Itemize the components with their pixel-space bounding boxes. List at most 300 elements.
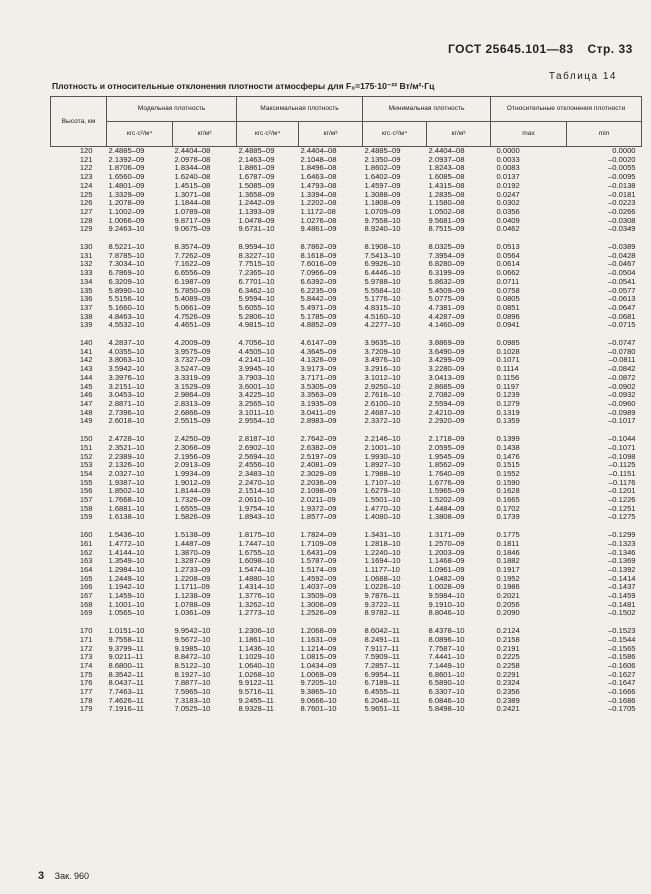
table-cell: 161 bbox=[79, 539, 93, 548]
table-cell: 7.4626–11 bbox=[108, 696, 144, 705]
table-row bbox=[51, 182, 642, 191]
table-row bbox=[51, 435, 642, 444]
table-cell: 1.3808–09 bbox=[428, 513, 465, 522]
table-cell: 124 bbox=[79, 181, 93, 190]
table-cell: 7.0525–10 bbox=[174, 705, 211, 714]
table-cell: 0.1114 bbox=[496, 365, 519, 374]
table-cell: 9.4861–09 bbox=[300, 225, 337, 234]
table-cell: 4.7381–09 bbox=[428, 303, 465, 312]
table-cell: 3.1012–10 bbox=[364, 373, 401, 382]
table-cell: 9.3722–11 bbox=[364, 600, 400, 609]
table-cell: 1.7824–09 bbox=[300, 531, 337, 540]
table-cell: 1.9930–10 bbox=[364, 452, 401, 461]
table-cell: 8.0437–11 bbox=[108, 679, 144, 688]
table-cell bbox=[237, 522, 299, 531]
table-cell: 1.8706–09 bbox=[108, 164, 145, 173]
table-cell: 0.0513 bbox=[496, 243, 520, 252]
table-cell: 7.7515–10 bbox=[238, 260, 275, 269]
table-cell: 9.7205–10 bbox=[300, 679, 337, 688]
table-cell: –0.0647 bbox=[608, 303, 636, 312]
table-cell: 0.0851 bbox=[496, 303, 520, 312]
table-cell: 1.8144–09 bbox=[174, 487, 211, 496]
table-cell: 3.3563–09 bbox=[300, 391, 337, 400]
table-cell: 1.1580–08 bbox=[428, 199, 465, 208]
table-cell: 128 bbox=[79, 216, 93, 225]
table-cell: 6.6392–09 bbox=[300, 277, 337, 286]
table-cell bbox=[363, 330, 427, 339]
table-cell: 8.1927–10 bbox=[174, 670, 211, 679]
table-cell: 0.2225 bbox=[496, 653, 520, 662]
table-cell: 4.8463–10 bbox=[108, 312, 145, 321]
table-cell: 5.6055–10 bbox=[238, 303, 275, 312]
table-row bbox=[51, 409, 642, 418]
table-cell: 1.8602–09 bbox=[364, 164, 401, 173]
table-cell: –0.1686 bbox=[608, 696, 636, 705]
table-cell: 0.1552 bbox=[496, 469, 520, 478]
table-cell: 1.6555–09 bbox=[174, 504, 211, 513]
table-cell: 5.4509–09 bbox=[428, 286, 465, 295]
table-cell: 6.9954–11 bbox=[364, 670, 400, 679]
table-cell: 6.0846–10 bbox=[428, 696, 465, 705]
table-row bbox=[51, 522, 642, 531]
table-cell: 1.7988–10 bbox=[364, 469, 401, 478]
table-cell: 3.9945–10 bbox=[238, 365, 275, 374]
table-cell: 1.5174–09 bbox=[300, 565, 337, 574]
table-cell: 0.2021 bbox=[496, 592, 520, 601]
table-cell: 3.7327–09 bbox=[174, 356, 211, 365]
table-cell: 1.5436–10 bbox=[108, 531, 145, 540]
table-row bbox=[51, 505, 642, 514]
table-cell: 7.5965–10 bbox=[174, 688, 211, 697]
table-cell: –0.1544 bbox=[608, 635, 636, 644]
table-cell: 0.1515 bbox=[496, 461, 520, 470]
table-cell: 0.1846 bbox=[496, 548, 520, 557]
table-cell: 2.1463–09 bbox=[238, 155, 275, 164]
table-cell: 3.9635–10 bbox=[364, 339, 401, 348]
table-cell: 7.5909–11 bbox=[364, 653, 400, 662]
table-cell: 1.4484–09 bbox=[428, 504, 465, 513]
table-cell: –0.1151 bbox=[608, 469, 636, 478]
table-cell: 1.0066–09 bbox=[108, 216, 145, 225]
table-cell: 0.1590 bbox=[496, 478, 520, 487]
table-cell: 9.5984–10 bbox=[428, 592, 465, 601]
table-cell: 1.1459–10 bbox=[108, 592, 145, 601]
table-cell: 4.8315–10 bbox=[364, 303, 401, 312]
table-cell bbox=[491, 426, 567, 435]
table-cell: 1.9934–09 bbox=[174, 469, 211, 478]
table-row bbox=[51, 400, 642, 409]
table-cell: –0.0467 bbox=[608, 260, 636, 269]
table-cell: 1.8927–10 bbox=[364, 461, 401, 470]
table-cell: 8.3227–10 bbox=[238, 251, 275, 260]
table-cell: 4.8852–09 bbox=[300, 321, 337, 330]
table-cell: –0.0428 bbox=[608, 251, 636, 260]
table-row bbox=[51, 671, 642, 680]
table-cell: 1.1001–10 bbox=[108, 600, 145, 609]
table-label: Таблица 14 bbox=[548, 71, 617, 82]
table-cell: 1.2202–08 bbox=[300, 199, 337, 208]
table-cell: 151 bbox=[79, 443, 93, 452]
table-cell: –0.0055 bbox=[608, 164, 636, 173]
table-row bbox=[51, 295, 642, 304]
table-cell: 150 bbox=[79, 435, 93, 444]
table-row bbox=[51, 269, 642, 278]
table-row bbox=[51, 417, 642, 426]
table-cell bbox=[173, 426, 237, 435]
table-cell: 5.8632–09 bbox=[428, 277, 465, 286]
table-cell: 9.6731–10 bbox=[238, 225, 275, 234]
table-row bbox=[51, 688, 642, 697]
table-cell: 1.0028–09 bbox=[428, 583, 465, 592]
table-cell: 0.1399 bbox=[496, 435, 520, 444]
table-cell bbox=[173, 330, 237, 339]
table-cell: 1.4793–08 bbox=[300, 181, 337, 190]
table-cell: 2.4687–10 bbox=[364, 408, 401, 417]
table-cell: 1.2570–09 bbox=[428, 539, 465, 548]
table-cell: 3.2280–09 bbox=[428, 365, 465, 374]
table-cell: –0.1606 bbox=[608, 661, 636, 670]
table-cell: 134 bbox=[79, 277, 93, 286]
table-cell: 157 bbox=[79, 496, 93, 505]
table-cell: 173 bbox=[79, 653, 93, 662]
table-row bbox=[51, 496, 642, 505]
table-cell: 1.7326–09 bbox=[174, 496, 211, 505]
table-cell: 6.7869–10 bbox=[108, 269, 145, 278]
header-unit-kg: кг/м³ bbox=[299, 122, 363, 147]
table-cell: 121 bbox=[79, 155, 93, 164]
table-cell: 2.0595–09 bbox=[428, 443, 465, 452]
table-cell bbox=[363, 522, 427, 531]
table-cell: 8.3574–09 bbox=[174, 243, 211, 252]
table-cell: 6.3209–10 bbox=[108, 277, 145, 286]
header-maximal: Максимальная плотность bbox=[237, 97, 363, 122]
table-cell: 1.0788–09 bbox=[174, 600, 211, 609]
table-cell: 0.2191 bbox=[496, 644, 520, 653]
table-row bbox=[51, 627, 642, 636]
table-cell bbox=[107, 618, 173, 627]
table-cell: 1.4080–10 bbox=[364, 513, 401, 522]
table-cell: 1.6240–08 bbox=[174, 173, 211, 182]
table-cell: –0.1459 bbox=[608, 592, 636, 601]
table-cell: 2.4404–08 bbox=[174, 146, 211, 155]
table-cell: –0.0842 bbox=[608, 365, 636, 374]
table-cell: 8.5122–10 bbox=[174, 661, 211, 670]
table-cell bbox=[107, 234, 173, 243]
table-cell: 0.1775 bbox=[496, 531, 520, 540]
table-cell: 0.0564 bbox=[496, 251, 520, 260]
table-cell: 0.1197 bbox=[496, 382, 520, 391]
table-cell: –0.0095 bbox=[608, 173, 636, 182]
table-cell: 0.0033 bbox=[496, 155, 520, 164]
table-cell: 9.5716–11 bbox=[238, 688, 274, 697]
table-cell: 2.1048–08 bbox=[300, 155, 337, 164]
table-cell: 166 bbox=[79, 583, 93, 592]
table-cell: 1.4515–08 bbox=[174, 181, 211, 190]
table-cell: 5.1660–10 bbox=[108, 303, 145, 312]
table-cell bbox=[427, 330, 491, 339]
table-cell: 4.0355–10 bbox=[108, 347, 145, 356]
table-cell: 1.8562–09 bbox=[428, 461, 465, 470]
table-cell: 1.7640–09 bbox=[428, 469, 465, 478]
table-cell: 7.3183–10 bbox=[174, 696, 211, 705]
table-cell bbox=[363, 618, 427, 627]
table-cell: 2.8871–10 bbox=[108, 399, 145, 408]
table-cell: 155 bbox=[79, 478, 93, 487]
table-cell: 2.2470–10 bbox=[238, 478, 275, 487]
table-cell: 1.0709–09 bbox=[364, 207, 401, 216]
table-cell: 1.1861–10 bbox=[238, 635, 275, 644]
table-cell: 142 bbox=[79, 356, 93, 365]
table-cell: 1.6098–10 bbox=[238, 557, 275, 566]
table-cell: 1.2835–08 bbox=[428, 190, 465, 199]
table-cell: 1.0478–09 bbox=[238, 216, 275, 225]
table-cell: 2.7642–09 bbox=[300, 435, 337, 444]
table-cell: 1.7109–09 bbox=[300, 539, 337, 548]
table-row bbox=[51, 383, 642, 392]
table-cell: 1.4315–08 bbox=[428, 181, 465, 190]
table-cell: 2.0610–10 bbox=[238, 496, 275, 505]
table-row bbox=[51, 513, 642, 522]
table-cell: –0.0138 bbox=[608, 181, 636, 190]
table-cell: 1.1172–08 bbox=[300, 207, 336, 216]
table-cell: 2.1718–09 bbox=[428, 435, 465, 444]
table-cell: 2.8983–09 bbox=[300, 417, 337, 426]
table-cell: 0.0000 bbox=[612, 146, 636, 155]
table-cell: 153 bbox=[79, 461, 93, 470]
table-row bbox=[51, 566, 642, 575]
table-cell: 1.1029–10 bbox=[238, 653, 275, 662]
table-cell: 7.2365–10 bbox=[238, 269, 275, 278]
table-cell: 1.4770–10 bbox=[364, 504, 401, 513]
table-cell: 130 bbox=[79, 243, 93, 252]
table-cell bbox=[363, 426, 427, 435]
table-cell: 4.4287–09 bbox=[428, 312, 465, 321]
table-cell: 1.2984–10 bbox=[108, 565, 145, 574]
table-row bbox=[51, 278, 642, 287]
table-cell: 126 bbox=[79, 199, 93, 208]
table-cell: 1.8861–09 bbox=[238, 164, 275, 173]
table-cell: 1.5501–10 bbox=[364, 496, 401, 505]
table-cell: 3.7171–09 bbox=[300, 373, 337, 382]
table-cell: 1.6085–08 bbox=[428, 173, 465, 182]
table-cell: 0.0896 bbox=[496, 312, 520, 321]
table-cell: –0.0349 bbox=[608, 225, 636, 234]
table-cell: 6.4555–11 bbox=[364, 688, 400, 697]
table-cell: 8.4378–10 bbox=[428, 627, 465, 636]
table-cell: 0.0083 bbox=[496, 164, 520, 173]
table-cell: 2.3483–10 bbox=[238, 469, 275, 478]
table-row bbox=[51, 260, 642, 269]
table-row bbox=[51, 147, 642, 156]
document-header bbox=[448, 42, 633, 56]
table-cell: 0.2291 bbox=[496, 670, 520, 679]
table-row bbox=[51, 653, 642, 662]
table-row bbox=[51, 225, 642, 234]
table-cell: 3.0413–09 bbox=[428, 373, 465, 382]
table-cell: –0.0020 bbox=[608, 155, 636, 164]
table-cell: 1.2442–09 bbox=[238, 199, 275, 208]
table-cell: 2.1956–09 bbox=[174, 452, 211, 461]
table-cell: 1.1002–09 bbox=[108, 207, 145, 216]
table-cell: 7.1916–11 bbox=[108, 705, 144, 714]
table-cell: 1.2078–09 bbox=[108, 199, 145, 208]
table-row bbox=[51, 208, 642, 217]
table-cell bbox=[491, 330, 567, 339]
table-cell: 9.1985–10 bbox=[174, 644, 211, 653]
table-cell: 1.8175–10 bbox=[238, 531, 275, 540]
table-cell: 1.3287–09 bbox=[174, 557, 211, 566]
table-cell: 5.4089–09 bbox=[174, 295, 211, 304]
table-cell: 2.6382–09 bbox=[300, 443, 337, 452]
table-cell: 144 bbox=[79, 373, 93, 382]
table-cell: –0.1647 bbox=[608, 679, 636, 688]
table-row bbox=[51, 348, 642, 357]
table-cell: 1.1214–09 bbox=[300, 644, 337, 653]
table-cell: 147 bbox=[79, 399, 93, 408]
table-cell: 7.1622–09 bbox=[174, 260, 211, 269]
table-cell: 1.1844–08 bbox=[174, 199, 211, 208]
table-cell: 1.1393–09 bbox=[238, 207, 275, 216]
table-cell: 1.6138–10 bbox=[108, 513, 145, 522]
table-cell: 9.5672–10 bbox=[174, 635, 211, 644]
table-caption: Плотность и относительные отклонения плотности атмосферы для F₀=175·10⁻²² Вт/м²·Гц bbox=[52, 81, 435, 91]
table-cell: 1.4772–10 bbox=[108, 539, 145, 548]
table-cell: 154 bbox=[79, 469, 93, 478]
table-cell: 9.9542–10 bbox=[174, 627, 211, 636]
table-cell: 0.0758 bbox=[496, 286, 520, 295]
table-cell: 7.8785–10 bbox=[108, 251, 145, 260]
table-cell: –0.1017 bbox=[608, 417, 636, 426]
table-cell: 7.1449–10 bbox=[428, 661, 465, 670]
table-cell: 0.1476 bbox=[496, 452, 520, 461]
table-cell: –0.0902 bbox=[608, 382, 636, 391]
table-cell: 0.0356 bbox=[496, 207, 520, 216]
table-cell: 2.2389–10 bbox=[108, 452, 145, 461]
table-cell: 2.3521–10 bbox=[108, 443, 145, 452]
table-cell: 8.7515–09 bbox=[428, 225, 465, 234]
table-cell: 6.7189–11 bbox=[364, 679, 400, 688]
table-cell: 6.3462–10 bbox=[238, 286, 275, 295]
table-row bbox=[51, 164, 642, 173]
table-cell: 1.2068–09 bbox=[300, 627, 337, 636]
table-cell: 167 bbox=[79, 592, 93, 601]
table-cell: 4.6147–09 bbox=[300, 339, 337, 348]
table-cell: 1.5202–09 bbox=[428, 496, 465, 505]
table-cell: 2.7616–10 bbox=[364, 391, 401, 400]
table-cell: 1.8344–08 bbox=[174, 164, 211, 173]
table-row bbox=[51, 304, 642, 313]
table-cell: 2.8187–10 bbox=[238, 435, 275, 444]
table-cell: 9.0666–10 bbox=[300, 696, 337, 705]
table-cell: 1.2526–09 bbox=[300, 609, 337, 618]
table-cell: 0.0000 bbox=[496, 146, 520, 155]
header-unit-kgs: кгс·с²/м⁴ bbox=[107, 122, 173, 147]
table-cell bbox=[237, 618, 299, 627]
table-cell: –0.0223 bbox=[608, 199, 636, 208]
table-cell: 1.0565–10 bbox=[108, 609, 145, 618]
table-cell bbox=[51, 522, 107, 531]
table-cell: –0.0181 bbox=[608, 190, 636, 199]
table-cell: 1.2306–10 bbox=[238, 627, 275, 636]
table-cell: 9.5681–09 bbox=[428, 216, 465, 225]
table-cell: 2.4404–08 bbox=[428, 146, 465, 155]
table-cell: 4.4651–09 bbox=[174, 321, 211, 330]
table-cell: 172 bbox=[79, 644, 93, 653]
table-cell: 0.2258 bbox=[496, 661, 520, 670]
table-cell: 8.9328–11 bbox=[238, 705, 274, 714]
table-cell: 2.4885–09 bbox=[238, 146, 275, 155]
table-cell: 2.0211–09 bbox=[300, 496, 336, 505]
table-cell: 1.6881–10 bbox=[108, 504, 145, 513]
table-cell: 9.7558–10 bbox=[364, 216, 401, 225]
table-cell: 4.4505–10 bbox=[238, 347, 275, 356]
table-cell: 1.4597–09 bbox=[364, 181, 401, 190]
table-cell: 138 bbox=[79, 312, 93, 321]
table-cell: 136 bbox=[79, 295, 93, 304]
table-cell: 9.1910–10 bbox=[428, 600, 465, 609]
table-row bbox=[51, 243, 642, 252]
table-cell: –0.1098 bbox=[608, 452, 636, 461]
table-cell: 1.3171–09 bbox=[428, 531, 465, 540]
table-row bbox=[51, 287, 642, 296]
table-cell: 158 bbox=[79, 504, 93, 513]
table-cell: 8.1908–10 bbox=[364, 243, 401, 252]
table-cell: 2.1392–09 bbox=[108, 155, 145, 164]
table-cell: 3.2565–10 bbox=[238, 399, 275, 408]
table-cell: 1.4314–10 bbox=[238, 583, 275, 592]
table-row bbox=[51, 199, 642, 208]
table-cell: 5.4971–09 bbox=[300, 303, 337, 312]
table-cell: 132 bbox=[79, 260, 93, 269]
table-cell: 2.0913–09 bbox=[174, 461, 211, 470]
table-cell: 3.2151–10 bbox=[108, 382, 145, 391]
table-cell: 176 bbox=[79, 679, 93, 688]
header-unit-kg: кг/м³ bbox=[427, 122, 491, 147]
table-row bbox=[51, 356, 642, 365]
table-cell: 9.0675–09 bbox=[174, 225, 211, 234]
table-cell: 131 bbox=[79, 251, 93, 260]
table-cell: 7.3034–10 bbox=[108, 260, 145, 269]
table-cell: 1.8502–10 bbox=[108, 487, 145, 496]
table-cell bbox=[567, 522, 642, 531]
table-cell: 1.3509–09 bbox=[300, 592, 337, 601]
header-altitude: Высота, км bbox=[51, 97, 107, 147]
table-cell: 2.5694–10 bbox=[238, 452, 275, 461]
table-cell: 1.3071–08 bbox=[174, 190, 211, 199]
table-cell: 1.9545–09 bbox=[428, 452, 465, 461]
header-model: Модельная плотность bbox=[107, 97, 237, 122]
table-cell bbox=[427, 522, 491, 531]
table-row bbox=[51, 217, 642, 226]
table-cell: 160 bbox=[79, 531, 93, 540]
table-cell: 6.8601–10 bbox=[428, 670, 465, 679]
table-cell: 179 bbox=[79, 705, 93, 714]
table-cell: 174 bbox=[79, 661, 93, 670]
table-cell: 1.9012–09 bbox=[174, 478, 211, 487]
header-deviations: Относительные отклонения плотности bbox=[491, 97, 642, 122]
table-cell: 122 bbox=[79, 164, 93, 173]
table-cell: 6.3199–09 bbox=[428, 269, 465, 278]
table-cell: 2.6866–09 bbox=[174, 408, 211, 417]
table-cell: 8.7601–10 bbox=[300, 705, 337, 714]
table-cell: 2.2146–10 bbox=[364, 435, 401, 444]
table-cell: 4.2009–09 bbox=[174, 339, 211, 348]
table-cell bbox=[237, 426, 299, 435]
table-row bbox=[51, 618, 642, 627]
table-cell: 1.5138–09 bbox=[174, 531, 211, 540]
table-cell: –0.0780 bbox=[608, 347, 636, 356]
table-cell: 129 bbox=[79, 225, 93, 234]
